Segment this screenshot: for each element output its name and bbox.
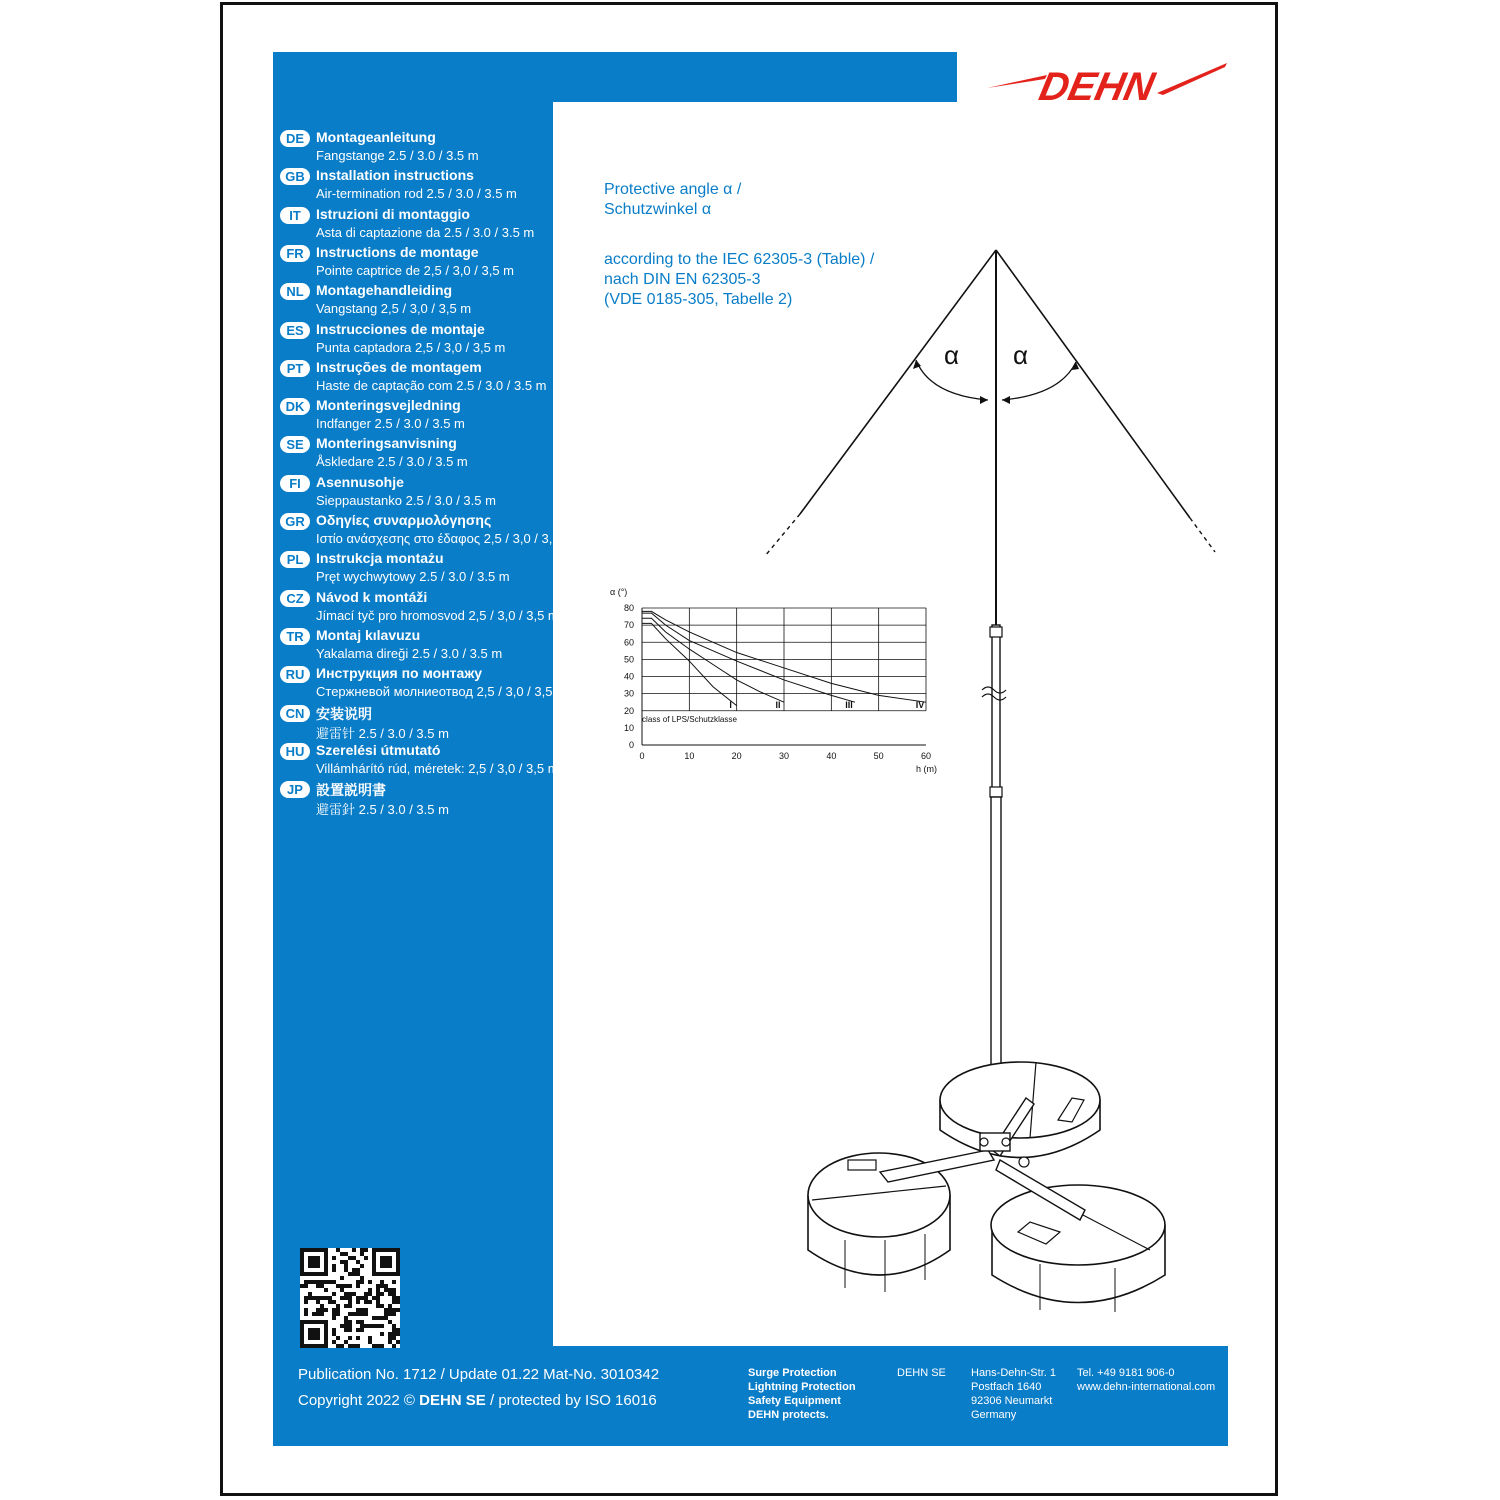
chart-y-axis-label: α (°) <box>610 587 628 597</box>
language-code-badge: GR <box>280 513 310 530</box>
language-subtitle: Punta captadora 2,5 / 3,0 / 3,5 m <box>316 339 506 355</box>
language-title: Szerelési útmutató <box>316 741 441 758</box>
chart-class-label-ii: II <box>775 699 781 710</box>
copyright-brand: DEHN SE <box>419 1392 486 1409</box>
language-subtitle: Åskledare 2.5 / 3.0 / 3.5 m <box>316 454 468 470</box>
chart-class-label: class of LPS/Schutzklasse <box>642 715 738 724</box>
language-title: 安装说明 <box>316 705 372 722</box>
chart-y-tick: 60 <box>623 637 634 648</box>
language-subtitle: Asta di captazione da 2.5 / 3.0 / 3.5 m <box>316 224 535 240</box>
language-title: Instrukcja montażu <box>316 550 444 567</box>
language-subtitle: 避雷針 2.5 / 3.0 / 3.5 m <box>316 802 449 818</box>
company-name: DEHN SE <box>897 1367 946 1379</box>
chart-x-tick: 20 <box>731 751 742 761</box>
language-title: Istruzioni di montaggio <box>316 205 470 222</box>
qr-code <box>300 1248 400 1348</box>
chart-series-ii <box>642 618 784 702</box>
language-code-badge: FR <box>280 245 310 262</box>
chart-x-tick: 60 <box>920 751 932 761</box>
language-subtitle: Стержневой молниеотвод 2,5 / 3,0 / 3,5 м <box>316 684 565 700</box>
language-code-badge: TR <box>280 628 310 645</box>
language-title: Installation instructions <box>316 167 474 184</box>
chart-class-label-iv: IV <box>915 699 925 710</box>
language-code-badge: CZ <box>280 590 310 607</box>
language-subtitle: Yakalama direği 2.5 / 3.0 / 3.5 m <box>316 645 503 661</box>
language-code-badge: JP <box>280 781 310 798</box>
language-code-badge: SE <box>280 436 310 453</box>
caption-schutzwinkel: Schutzwinkel α <box>604 201 712 218</box>
slogan-3: Safety Equipment <box>748 1395 841 1407</box>
chart-y-tick: 10 <box>623 722 634 733</box>
chart-y-tick: 40 <box>623 671 634 682</box>
chart-x-axis-label: h (m) <box>916 764 937 774</box>
language-title: Návod k montáži <box>316 588 428 605</box>
chart-y-tick: 70 <box>623 620 634 631</box>
chart-class-label-iii: III <box>845 699 853 710</box>
air-termination-rod-drawing <box>750 240 1230 1320</box>
language-title: Monteringsvejledning <box>316 397 461 414</box>
language-code-badge: ES <box>280 322 310 339</box>
logo-text: DEHN <box>1035 63 1159 109</box>
language-title: Monteringsanvisning <box>316 435 457 452</box>
language-title: Asennusohje <box>316 473 404 490</box>
caption-din: nach DIN EN 62305-3 <box>604 271 761 288</box>
language-title: Montageanleitung <box>316 129 436 145</box>
alpha-left-label: α <box>944 340 960 370</box>
language-subtitle: Pointe captrice de 2,5 / 3,0 / 3,5 m <box>316 262 515 278</box>
publication-number: Publication No. 1712 / Update 01.22 Mat-No. 3010342 <box>298 1366 660 1383</box>
copyright <box>298 1392 657 1409</box>
chart-series-iii <box>642 613 855 702</box>
website-link[interactable]: www.dehn-international.com <box>1077 1381 1216 1393</box>
slogan-1: Surge Protection <box>748 1367 837 1379</box>
language-code-badge: FI <box>280 475 310 492</box>
language-subtitle: Jímací tyč pro hromosvod 2,5 / 3,0 / 3,5 m <box>316 607 559 623</box>
chart-y-tick: 50 <box>623 654 634 665</box>
copyright-suffix: / protected by ISO 16016 <box>485 1392 657 1409</box>
language-subtitle: Villámhárító rúd, méretek: 2,5 / 3,0 / 3,5 m <box>316 760 559 776</box>
phone-number: Tel. +49 9181 906-0 <box>1077 1367 1175 1379</box>
protective-angle-chart <box>600 580 960 780</box>
language-code-badge: RU <box>280 666 310 683</box>
address-line-1: Hans-Dehn-Str. 1 <box>971 1367 1056 1379</box>
language-code-badge: HU <box>280 743 310 760</box>
language-title: Instructions de montage <box>316 243 479 260</box>
language-title: Instruções de montagem <box>316 358 482 375</box>
chart-x-tick: 30 <box>778 751 790 761</box>
chart-class-label-i: I <box>729 699 732 710</box>
caption-vde: (VDE 0185-305, Tabelle 2) <box>604 291 793 308</box>
caption-protective-angle: Protective angle α / <box>604 181 742 198</box>
chart-y-tick: 80 <box>623 603 634 613</box>
language-code-badge: DK <box>280 398 310 415</box>
language-code-badge: PL <box>280 551 310 568</box>
caption-iec: according to the IEC 62305-3 (Table) / <box>604 251 875 268</box>
slogan-2: Lightning Protection <box>748 1381 856 1393</box>
language-code-badge: CN <box>280 705 310 722</box>
chart-y-tick: 20 <box>623 705 634 716</box>
language-title: 設置説明書 <box>316 782 386 799</box>
language-title: Montagehandleiding <box>316 282 453 299</box>
address-line-2: Postfach 1640 <box>971 1381 1042 1393</box>
language-subtitle: Ιστίο ανάσχεσης στο έδαφος 2,5 / 3,0 / 3,5 m <box>316 531 575 546</box>
language-subtitle: Haste de captação com 2.5 / 3.0 / 3.5 m <box>316 377 547 393</box>
chart-x-tick: 10 <box>684 751 695 761</box>
language-subtitle: Sieppaustanko 2.5 / 3.0 / 3.5 m <box>316 492 496 508</box>
chart-x-tick: 50 <box>873 751 884 761</box>
language-subtitle: Pręt wychwytowy 2.5 / 3.0 / 3.5 m <box>316 569 510 585</box>
address-line-4: Germany <box>971 1409 1017 1421</box>
language-code-badge: IT <box>280 207 310 224</box>
language-code-badge: PT <box>280 360 310 377</box>
language-subtitle: Air-termination rod 2.5 / 3.0 / 3.5 m <box>316 186 517 202</box>
language-code-badge: DE <box>280 130 310 147</box>
language-title: Οδηγίες συναρμολόγησης <box>316 512 492 528</box>
chart-y-tick: 30 <box>623 688 634 699</box>
language-subtitle: Vangstang 2,5 / 3,0 / 3,5 m <box>316 301 472 317</box>
dehn-logo <box>985 55 1230 115</box>
chart-x-tick: 0 <box>639 751 645 761</box>
language-code-badge: GB <box>280 168 310 185</box>
language-title: Montaj kılavuzu <box>316 626 421 643</box>
language-subtitle: Fangstange 2.5 / 3.0 / 3.5 m <box>316 148 479 163</box>
chart-y-tick: 0 <box>628 740 634 750</box>
language-subtitle: Indfanger 2.5 / 3.0 / 3.5 m <box>316 416 465 432</box>
address-line-3: 92306 Neumarkt <box>971 1395 1053 1407</box>
language-title: Инструкция по монтажу <box>316 665 483 682</box>
slogan-4: DEHN protects. <box>748 1409 829 1421</box>
alpha-right-label: α <box>1013 340 1029 370</box>
language-code-badge: NL <box>280 283 310 300</box>
language-title: Instrucciones de montaje <box>316 320 485 337</box>
copyright-prefix: Copyright 2022 © <box>298 1392 420 1409</box>
language-subtitle: 避雷针 2.5 / 3.0 / 3.5 m <box>316 725 449 741</box>
chart-x-tick: 40 <box>826 751 837 761</box>
